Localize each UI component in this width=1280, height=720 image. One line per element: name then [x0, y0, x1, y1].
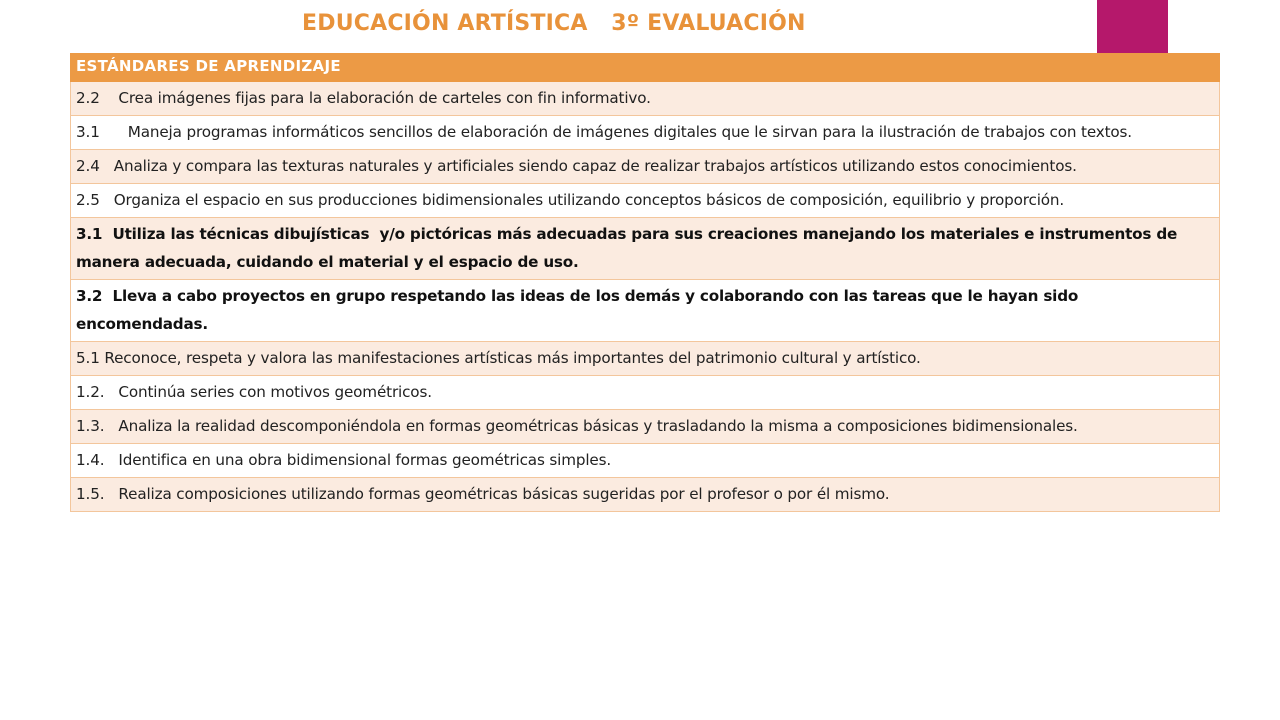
standard-cell: 3.1 Utiliza las técnicas dibujísticas y/o pictóricas más adecuadas para sus creaciones manejando los materiales e instrumentos de manera adecuada, cuidando el material y el espacio de uso.: [71, 218, 1220, 280]
table-header-row: [71, 54, 1220, 82]
table-row: [71, 116, 1220, 150]
table-row: [71, 150, 1220, 184]
table-header: ESTÁNDARES DE APRENDIZAJE: [71, 54, 1220, 82]
standards-table: [70, 53, 1220, 512]
table-row: [71, 184, 1220, 218]
table-row: [71, 82, 1220, 116]
standard-cell: 1.2. Continúa series con motivos geométricos.: [71, 376, 1220, 410]
standard-cell: 1.4. Identifica en una obra bidimensional formas geométricas simples.: [71, 444, 1220, 478]
table-row: [71, 478, 1220, 512]
accent-block: [1097, 0, 1168, 53]
standard-cell: 1.5. Realiza composiciones utilizando formas geométricas básicas sugeridas por el profesor o por él mismo.: [71, 478, 1220, 512]
table-row: [71, 410, 1220, 444]
table-row: [71, 342, 1220, 376]
table-row: [71, 444, 1220, 478]
table-row: [71, 376, 1220, 410]
standard-cell: 2.5 Organiza el espacio en sus producciones bidimensionales utilizando conceptos básicos de composición, equilibrio y proporción.: [71, 184, 1220, 218]
standard-cell: 5.1 Reconoce, respeta y valora las manifestaciones artísticas más importantes del patrimonio cultural y artístico.: [71, 342, 1220, 376]
table-row: [71, 218, 1220, 280]
standard-cell: 3.2 Lleva a cabo proyectos en grupo respetando las ideas de los demás y colaborando con las tareas que le hayan sido encomendadas.: [71, 280, 1220, 342]
standard-cell: 2.2 Crea imágenes fijas para la elaboración de carteles con fin informativo.: [71, 82, 1220, 116]
standard-cell: 3.1 Maneja programas informáticos sencillos de elaboración de imágenes digitales que le sirvan para la ilustración de trabajos con textos.: [71, 116, 1220, 150]
standard-cell: 1.3. Analiza la realidad descomponiéndola en formas geométricas básicas y trasladando la misma a composiciones bidimensionales.: [71, 410, 1220, 444]
standard-cell: 2.4 Analiza y compara las texturas naturales y artificiales siendo capaz de realizar trabajos artísticos utilizando estos conocimientos.: [71, 150, 1220, 184]
page-title: EDUCACIÓN ARTÍSTICA 3º EVALUACIÓN: [302, 11, 806, 36]
table-row: [71, 280, 1220, 342]
